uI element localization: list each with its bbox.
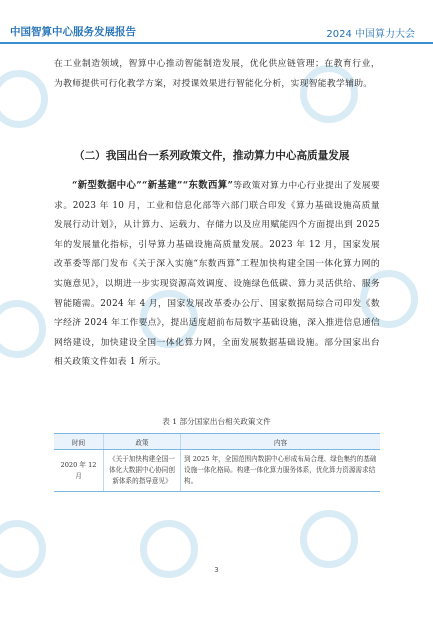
watermark [0, 70, 48, 128]
watermark-logo-icon [300, 510, 358, 568]
table-row [54, 450, 380, 492]
page-number: 3 [214, 566, 219, 574]
table-header-row [54, 434, 380, 450]
body-paragraph: 在工业制造领域，智算中心推动智能制造发展，优化供应链管理；在教育行业，为教师提供可行化教学方案，对授课效果进行智能化分析，实现智能教学辅助。 [54, 59, 380, 89]
paragraph-text: 等政策对算力中心行业提出了发展要求。2023 年 10 月，工业和信息化部等六部门联合印发《算力基础设施高质量发展行动计划》，从计算力、运载力、存储力以及应用赋能四个方面提出到 2025 年的发展量化指标，引导算力基础设施高质量发展。2023 年 12 月，国家发展改革委等部门发布《关于深入实施“东数西算”工程加快构建全国一体化算力网的实施意见》，以期进一步实现资源高效调度、设施绿色低碳、算力灵活供给、服务智能随需。2024 年 4 月，国家发展改革委办公厅、国家数据局综合司印发《数字经济 2024 年工作要点》，提出适度超前布局数字基础设施，深入推进信息通信网络建设，加快建设全国一体化算力网，全面发展数据基础设施。部分国家出台相关政策文件如表 1 所示。 [54, 181, 380, 368]
column-header-time: 时间 [54, 434, 104, 450]
page-header [0, 22, 433, 44]
watermark-logo-icon [0, 70, 48, 128]
policy-table [54, 433, 380, 492]
paragraph-lead: “新型数据中心”“新基建”“东数西算” [72, 180, 234, 191]
section-heading-text: （二）我国出台一系列政策文件，推动算力中心高质量发展 [74, 150, 350, 162]
cell-policy: 《关于加快构建全国一体化大数据中心协同创新体系的指导意见》 [104, 450, 181, 492]
body-paragraph [54, 176, 380, 373]
cell-time: 2020 年 12 月 [54, 450, 104, 492]
watermark [300, 510, 358, 568]
column-header-policy: 政策 [104, 434, 181, 450]
table-caption: 表 1 部分国家出台相关政策文件 [162, 417, 271, 426]
header-rule [0, 42, 433, 44]
watermark [0, 300, 46, 358]
section-heading [54, 146, 380, 167]
column-header-content: 内容 [181, 434, 381, 450]
watermark-logo-icon [0, 300, 46, 358]
conference-title: 2024 中国算力大会 [326, 29, 415, 40]
report-title: 中国智算中心服务发展报告 [10, 26, 136, 38]
cell-content: 到 2025 年，全国范围内数据中心形成布局合理、绿色集约的基础设施一体化格局。构建一体化算力服务体系，优化算力资源需求结构。 [181, 450, 381, 492]
